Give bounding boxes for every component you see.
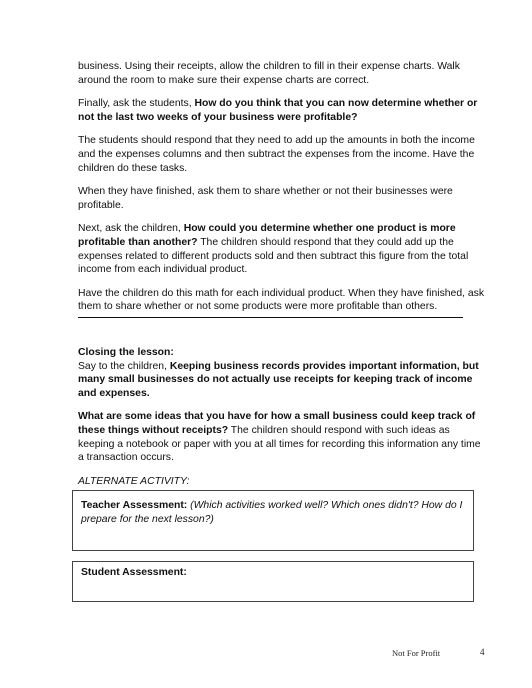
text-intro: Say to the children,: [78, 360, 170, 372]
section-divider: [78, 317, 463, 318]
paragraph-closing-say: [78, 360, 488, 401]
teacher-assessment-box: [72, 490, 474, 551]
closing-heading: Closing the lesson:: [78, 347, 174, 358]
page-number: 4: [480, 647, 485, 657]
paragraph-subtract-expenses: The students should respond that they need to add up the amounts in both the income and the expenses columns and then subtract the expenses from the income. Have the children do these tasks.: [78, 135, 475, 174]
lesson-body: [78, 60, 488, 324]
paragraph-expense-charts: business. Using their receipts, allow the children to fill in their expense charts. Walk around the room to make sure their expense charts are correct.: [78, 61, 460, 86]
paragraph-profitable-question: [78, 97, 488, 124]
text-response: The children should respond that they could add up the expenses related to different products sold and then subtract this figure from the total income from each individual product.: [78, 236, 469, 276]
paragraph-individual-product: Have the children do this math for each individual product. When they have finished, ask them to share whether or not some products were more profitable than others.: [78, 287, 485, 313]
paragraph-share-profitable: When they have finished, ask them to share whether or not their businesses were profitable.: [78, 186, 453, 211]
paragraph-product-profit: [78, 222, 488, 276]
teacher-assessment-label: Teacher Assessment:: [81, 500, 188, 511]
text-intro: Next, ask the children,: [78, 223, 184, 235]
teacher-assessment-prompt: (Which activities worked well? Which ones didn't? How do I prepare for the next lesson?): [81, 500, 463, 525]
paragraph-closing-question: [78, 410, 488, 464]
alternate-activity-label: ALTERNATE ACTIVITY:: [78, 475, 190, 487]
text-response: The children should respond with such ideas as keeping a notebook or paper with you at all times for recording this information any time a transaction occurs.: [78, 424, 481, 464]
statement-business-records: Keeping business records provides important information, but many small businesses do not actually use receipts for keeping track of income and expenses.: [78, 360, 479, 399]
student-assessment-box: [72, 561, 474, 602]
student-assessment-label: Student Assessment:: [81, 567, 187, 578]
closing-section: [78, 346, 488, 498]
footer-text: Not For Profit: [392, 648, 441, 658]
question-track-without-receipts: What are some ideas that you have for how a small business could keep track of these things without receipts?: [78, 411, 476, 436]
text-intro: Finally, ask the students,: [78, 98, 195, 110]
question-product-profit: How could you determine whether one product is more profitable than another?: [78, 223, 456, 248]
question-profitable: How do you think that you can now determine whether or not the last two weeks of your business were profitable?: [78, 98, 478, 123]
